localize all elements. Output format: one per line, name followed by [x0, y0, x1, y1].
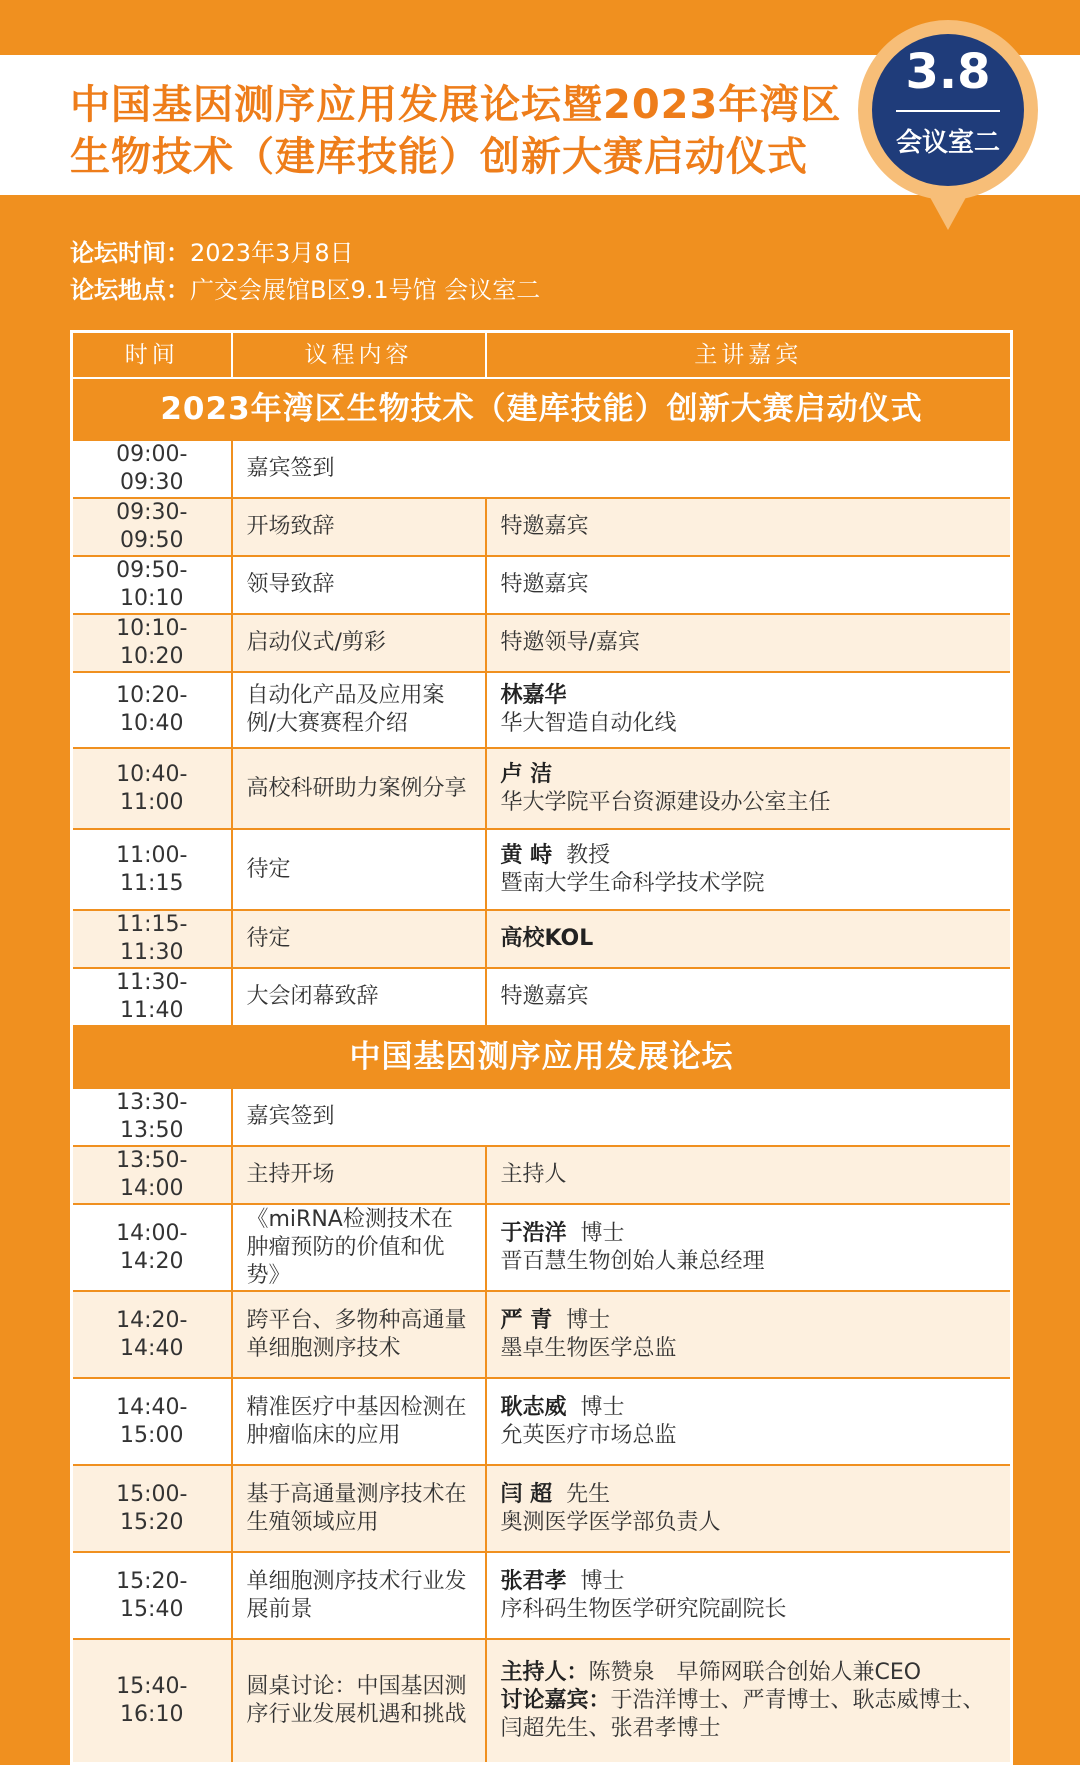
forum-place [70, 270, 540, 305]
row-item: 精准医疗中基因检测在肿瘤临床的应用 [232, 1378, 486, 1465]
row-item: 《miRNA检测技术在肿瘤预防的价值和优势》 [232, 1204, 486, 1291]
header-speaker: 主讲嘉宾 [486, 332, 1012, 379]
speaker-org: 晋百慧生物创始人兼总经理 [500, 1248, 765, 1274]
table-row [72, 1088, 1012, 1146]
row-item: 跨平台、多物种高通量单细胞测序技术 [232, 1291, 486, 1378]
speaker-name: 严 青 [500, 1307, 553, 1333]
forum-time [70, 233, 354, 268]
table-row [72, 556, 1012, 614]
table-row [72, 1552, 1012, 1639]
guests-label: 讨论嘉宾： [500, 1687, 611, 1713]
speaker-title: 博士 [566, 1307, 611, 1333]
table-row [72, 1291, 1012, 1378]
speaker-name: 卢 洁 [500, 761, 553, 787]
table-row [72, 440, 1012, 498]
row-item: 主持开场 [232, 1146, 486, 1204]
row-speaker [486, 1204, 1012, 1291]
row-item: 单细胞测序技术行业发展前景 [232, 1552, 486, 1639]
forum-time-value: 2023年3月8日 [190, 239, 354, 267]
table-row [72, 672, 1012, 748]
table-row [72, 1146, 1012, 1204]
forum-time-label: 论坛时间： [70, 239, 190, 267]
speaker-title: 教授 [566, 842, 611, 868]
row-speaker [486, 910, 1012, 968]
table-row [72, 968, 1012, 1026]
row-time: 13:30-13:50 [72, 1088, 232, 1146]
row-speaker [486, 1552, 1012, 1639]
row-speaker [486, 672, 1012, 748]
row-time: 15:40-16:10 [72, 1639, 232, 1763]
table-row [72, 1465, 1012, 1552]
row-speaker [486, 748, 1012, 829]
forum-place-label: 论坛地点： [70, 276, 190, 304]
page-title-line-1: 中国基因测序应用发展论坛暨2023年湾区 [70, 82, 842, 128]
row-item: 大会闭幕致辞 [232, 968, 486, 1026]
table-row [72, 748, 1012, 829]
row-time: 15:00-15:20 [72, 1465, 232, 1552]
badge-divider [896, 110, 1000, 112]
row-time: 14:40-15:00 [72, 1378, 232, 1465]
section-header-forum [72, 1026, 1012, 1088]
speaker-org: 序科码生物医学研究院副院长 [500, 1596, 787, 1622]
table-row [72, 1378, 1012, 1465]
date-badge [872, 34, 1024, 186]
speaker-org: 暨南大学生命科学技术学院 [500, 870, 765, 896]
row-time: 14:00-14:20 [72, 1204, 232, 1291]
row-time: 10:20-10:40 [72, 672, 232, 748]
badge-date: 3.8 [905, 44, 991, 100]
row-time: 11:15-11:30 [72, 910, 232, 968]
speaker-org: 奥测医学医学部负责人 [500, 1509, 721, 1535]
forum-place-value: 广交会展馆B区9.1号馆 会议室二 [190, 276, 541, 304]
speaker-title: 博士 [580, 1220, 625, 1246]
speaker-org: 华大学院平台资源建设办公室主任 [500, 789, 831, 815]
row-time: 14:20-14:40 [72, 1291, 232, 1378]
speaker-name: 闫 超 [500, 1481, 553, 1507]
row-speaker [486, 1378, 1012, 1465]
row-speaker: 特邀领导/嘉宾 [486, 614, 1012, 672]
row-time: 09:30-09:50 [72, 498, 232, 556]
row-speaker: 主持人 [486, 1146, 1012, 1204]
section-header-ceremony [72, 378, 1012, 440]
row-item: 待定 [232, 829, 486, 910]
section-title: 2023年湾区生物技术（建库技能）创新大赛启动仪式 [72, 378, 1012, 440]
row-speaker: 特邀嘉宾 [486, 556, 1012, 614]
row-item: 自动化产品及应用案例/大赛赛程介绍 [232, 672, 486, 748]
row-speaker [486, 1639, 1012, 1763]
row-time: 11:30-11:40 [72, 968, 232, 1026]
row-item: 待定 [232, 910, 486, 968]
table-row [72, 614, 1012, 672]
row-item: 嘉宾签到 [232, 440, 1012, 498]
table-header-row [72, 332, 1012, 379]
speaker-name: 耿志威 [500, 1394, 567, 1420]
header-item: 议程内容 [232, 332, 486, 379]
table-row [72, 1639, 1012, 1763]
speaker-name: 林嘉华 [500, 683, 567, 708]
host-value: 陈赞泉 早筛网联合创始人兼CEO [588, 1659, 922, 1685]
row-speaker: 特邀嘉宾 [486, 968, 1012, 1026]
table-row [72, 1204, 1012, 1291]
header-time: 时间 [72, 332, 232, 379]
table-row [72, 498, 1012, 556]
row-time: 10:10-10:20 [72, 614, 232, 672]
speaker-org: 允英医疗市场总监 [500, 1422, 677, 1448]
speaker-title: 博士 [580, 1568, 625, 1594]
speaker-name: 张君孝 [500, 1568, 567, 1594]
speaker-name: 黄 峙 [500, 842, 553, 868]
row-time: 15:20-15:40 [72, 1552, 232, 1639]
row-time: 09:50-10:10 [72, 556, 232, 614]
row-time: 09:00-09:30 [72, 440, 232, 498]
agenda-table [70, 330, 1013, 1765]
row-item: 启动仪式/剪彩 [232, 614, 486, 672]
row-item: 嘉宾签到 [232, 1088, 1012, 1146]
row-item: 高校科研助力案例分享 [232, 748, 486, 829]
row-time: 13:50-14:00 [72, 1146, 232, 1204]
speaker-title: 博士 [580, 1394, 625, 1420]
row-item: 基于高通量测序技术在生殖领域应用 [232, 1465, 486, 1552]
row-speaker [486, 1291, 1012, 1378]
table-row [72, 910, 1012, 968]
row-item: 圆桌讨论：中国基因测序行业发展机遇和挑战 [232, 1639, 486, 1763]
speaker-name: 于浩洋 [500, 1220, 567, 1246]
speaker-name: 高校KOL [500, 926, 594, 951]
row-time: 10:40-11:00 [72, 748, 232, 829]
row-speaker: 特邀嘉宾 [486, 498, 1012, 556]
section-title: 中国基因测序应用发展论坛 [72, 1026, 1012, 1088]
badge-room: 会议室二 [895, 128, 1000, 158]
speaker-title: 先生 [566, 1481, 611, 1507]
table-row [72, 829, 1012, 910]
speaker-org: 华大智造自动化线 [500, 711, 677, 736]
guests-value: 于浩洋博士、严青博士、耿志威博士、闫超先生、张君孝博士 [500, 1687, 985, 1741]
host-label: 主持人： [500, 1659, 589, 1685]
row-time: 11:00-11:15 [72, 829, 232, 910]
speaker-org: 墨卓生物医学总监 [500, 1335, 677, 1361]
row-item: 开场致辞 [232, 498, 486, 556]
row-item: 领导致辞 [232, 556, 486, 614]
row-speaker [486, 829, 1012, 910]
page-title-line-2: 生物技术（建库技能）创新大赛启动仪式 [70, 134, 808, 180]
row-speaker [486, 1465, 1012, 1552]
